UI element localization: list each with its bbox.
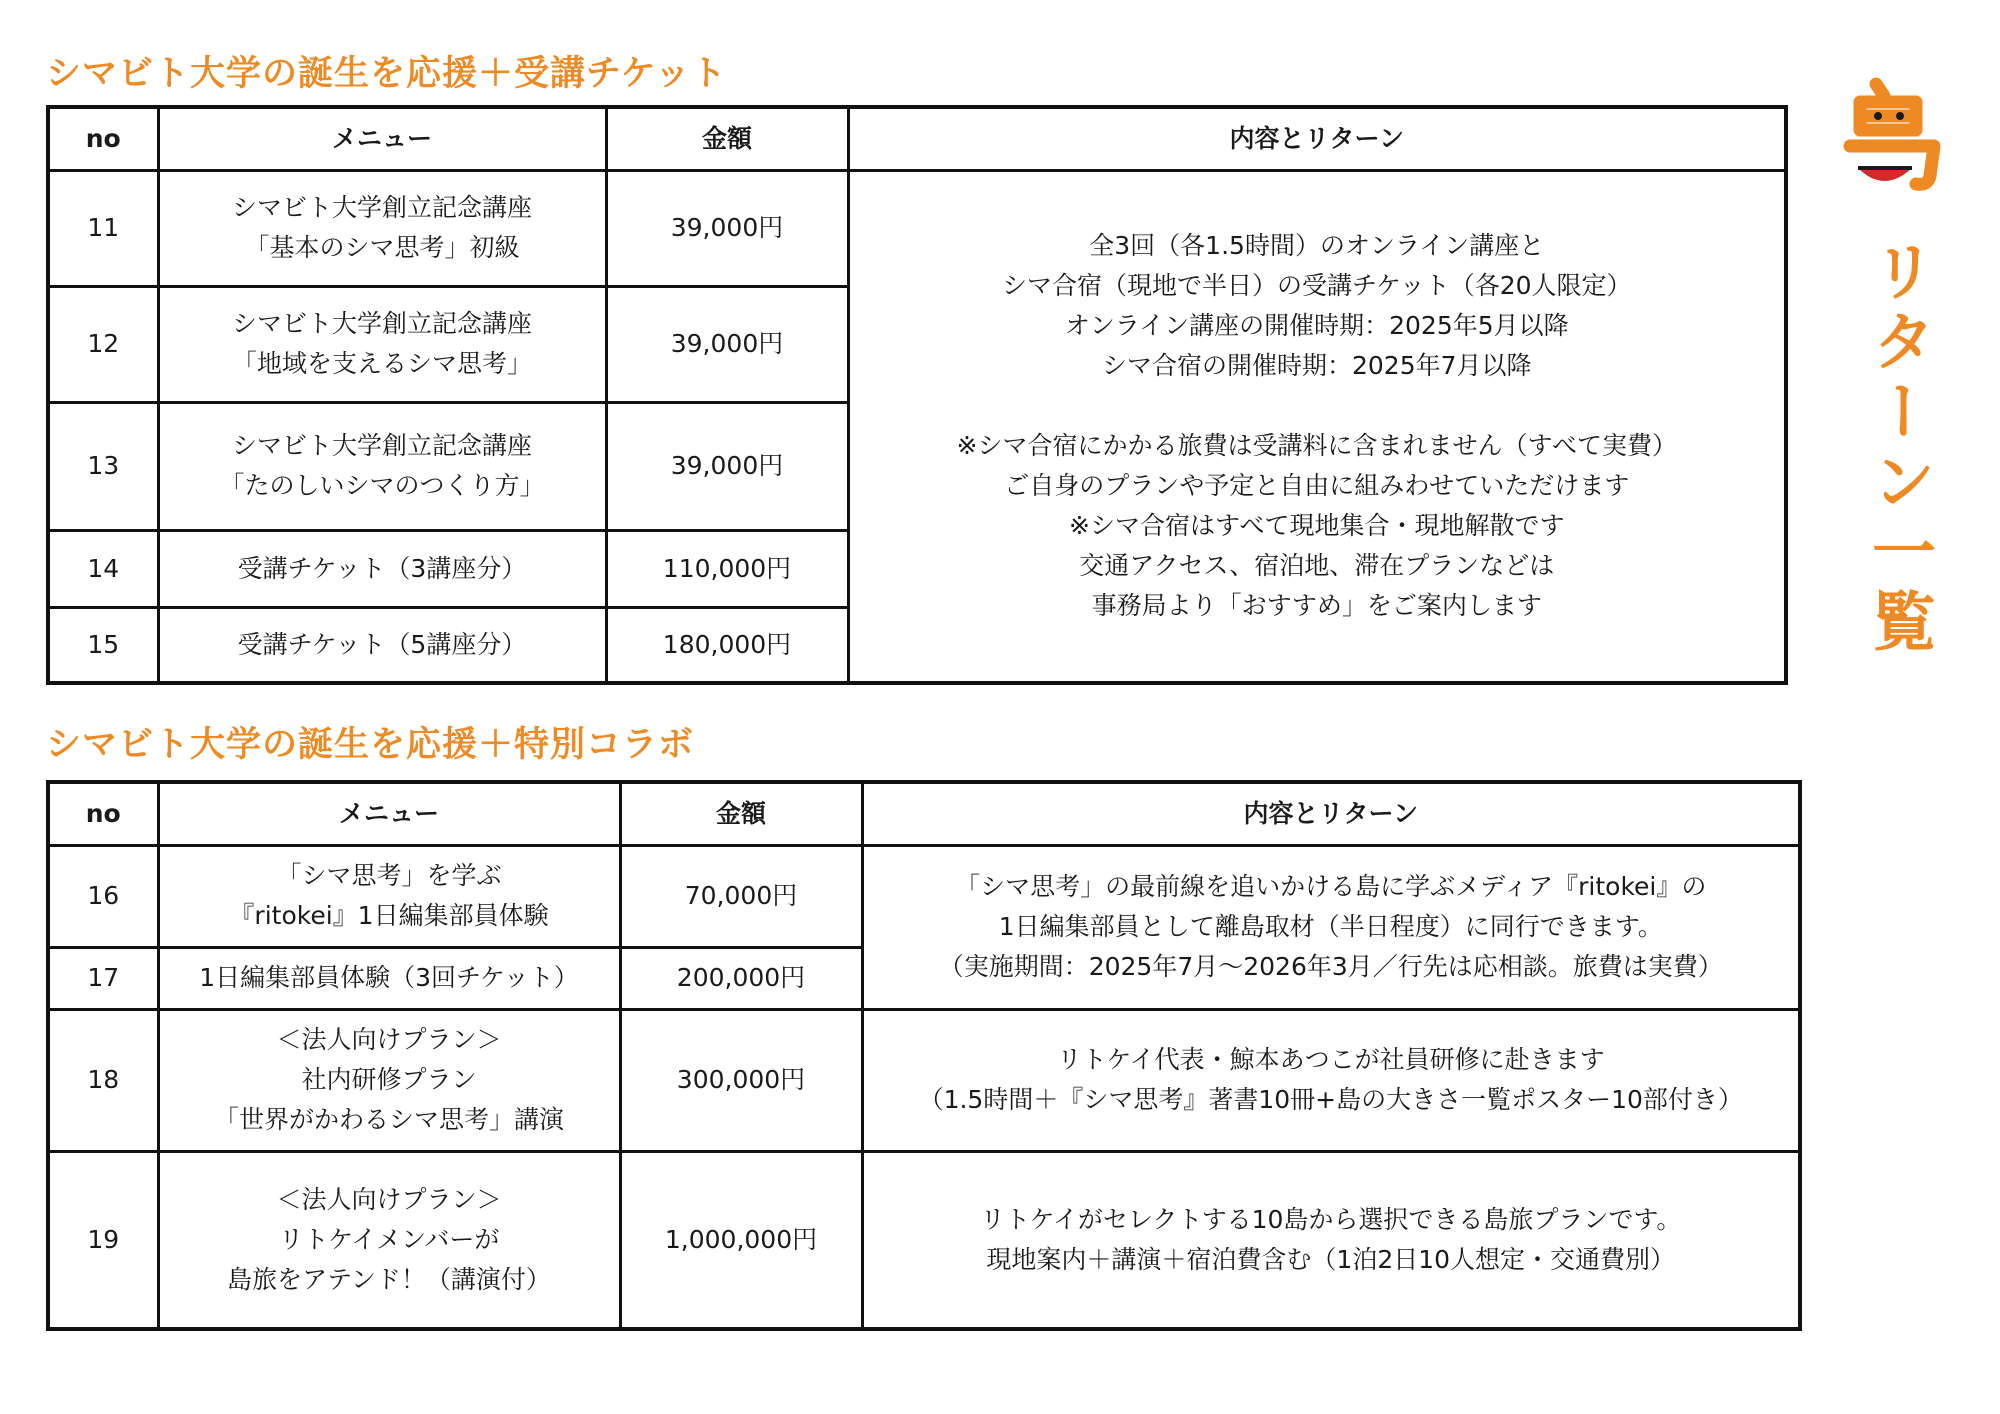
header-menu: メニュー [158,107,606,170]
content-line: （1.5時間＋『シマ思考』著書10冊+島の大きさ一覧ポスター10部付き） [918,1085,1743,1114]
table-row [48,1009,1800,1151]
content-line: シマ合宿の開催時期：2025年7月以降 [1101,351,1532,381]
content-line: ※シマ合宿にかかる旅費は受講料に含まれません（すべて実費） [956,431,1677,461]
menu-line: リトケイメンバーが [278,1224,500,1254]
menu-line: シマビト大学創立記念講座 [231,431,532,460]
header-price: 金額 [620,782,862,845]
row-no: 15 [48,607,158,683]
content-line: ※シマ合宿はすべて現地集合・現地解散です [1069,511,1565,541]
header-menu: メニュー [158,782,620,845]
row-no: 11 [48,170,158,286]
content-line: オンライン講座の開催時期：2025年5月以降 [1064,311,1569,341]
menu-line: 島旅をアテンド！（講演付） [227,1264,551,1294]
menu-line: ＜法人向けプラン＞ [276,1025,502,1054]
row-price: 110,000円 [606,530,848,607]
content-line: 1日編集部員として離島取材（半日程度）に同行できます。 [998,912,1663,941]
header-no: no [48,107,158,170]
content-cell [862,845,1800,1009]
content-line: シマ合宿（現地で半日）の受講チケット（各20人限定） [1001,271,1632,301]
row-price: 39,000円 [606,170,848,286]
header-content: 内容とリターン [848,107,1786,170]
content-line: 全3回（各1.5時間）のオンライン講座と [1089,231,1545,261]
row-no: 14 [48,530,158,607]
header-content: 内容とリターン [862,782,1800,845]
table-row [48,170,1786,286]
content-line: リトケイがセレクトする10島から選択できる島旅プランです。 [980,1204,1682,1234]
row-no: 19 [48,1151,158,1329]
row-menu [158,1151,620,1329]
row-menu: 受講チケット（3講座分） [158,530,606,607]
menu-line: 社内研修プラン [301,1065,477,1094]
menu-line: 「地域を支えるシマ思考」 [231,349,532,378]
row-price: 1,000,000円 [620,1151,862,1329]
row-menu [158,170,606,286]
table-header-row [48,107,1786,170]
content-line: （実施期間：2025年7月〜2026年3月／行先は応相談。旅費は実費） [938,952,1723,981]
menu-line: 『ritokei』1日編集部員体験 [229,901,549,930]
row-no: 17 [48,947,158,1009]
table-header-row [48,782,1800,845]
returns-table-collab [46,780,1802,1331]
content-line: 「シマ思考」の最前線を追いかける島に学ぶメディア『ritokei』の [955,872,1707,901]
vertical-heading: リターン一覧 [1861,238,1935,658]
row-price: 300,000円 [620,1009,862,1151]
content-line: リトケイ代表・鯨本あつこが社員研修に赴きます [1056,1045,1605,1074]
menu-line: 「シマ思考」を学ぶ [276,861,502,890]
row-no: 18 [48,1009,158,1151]
menu-line: 「世界がかわるシマ思考」講演 [213,1105,564,1134]
content-line: 交通アクセス、宿泊地、滞在プランなどは [1079,551,1555,581]
row-price: 180,000円 [606,607,848,683]
content-cell [862,1151,1800,1329]
row-menu [158,845,620,947]
row-no: 12 [48,286,158,402]
row-menu [158,286,606,402]
row-menu [158,402,606,530]
returns-table-tickets [46,105,1788,685]
content-cell [862,1009,1800,1151]
row-menu: 受講チケット（5講座分） [158,607,606,683]
row-no: 16 [48,845,158,947]
row-menu: 1日編集部員体験（3回チケット） [158,947,620,1009]
row-menu [158,1009,620,1151]
shima-logo-icon [1838,72,1948,202]
menu-line: ＜法人向けプラン＞ [276,1184,502,1214]
content-line: 現地案内＋講演＋宿泊費含む（1泊2日10人想定・交通費別） [986,1244,1676,1274]
row-price: 70,000円 [620,845,862,947]
section-title-collab: シマビト大学の誕生を応援＋特別コラボ [46,725,695,765]
menu-line: シマビト大学創立記念講座 [231,193,532,222]
header-no: no [48,782,158,845]
menu-line: 「たのしいシマのつくり方」 [219,471,545,500]
menu-line: 「基本のシマ思考」初級 [244,233,520,262]
table-row [48,1151,1800,1329]
menu-line: シマビト大学創立記念講座 [231,309,532,338]
section-title-tickets: シマビト大学の誕生を応援＋受講チケット [46,54,727,94]
table-row [48,845,1800,947]
row-price: 39,000円 [606,402,848,530]
content-line: 事務局より「おすすめ」をご案内します [1091,591,1542,621]
row-price: 200,000円 [620,947,862,1009]
row-no: 13 [48,402,158,530]
content-line: ご自身のプランや予定と自由に組みわせていただけます [1004,471,1630,501]
row-price: 39,000円 [606,286,848,402]
header-price: 金額 [606,107,848,170]
content-cell [848,170,1786,683]
